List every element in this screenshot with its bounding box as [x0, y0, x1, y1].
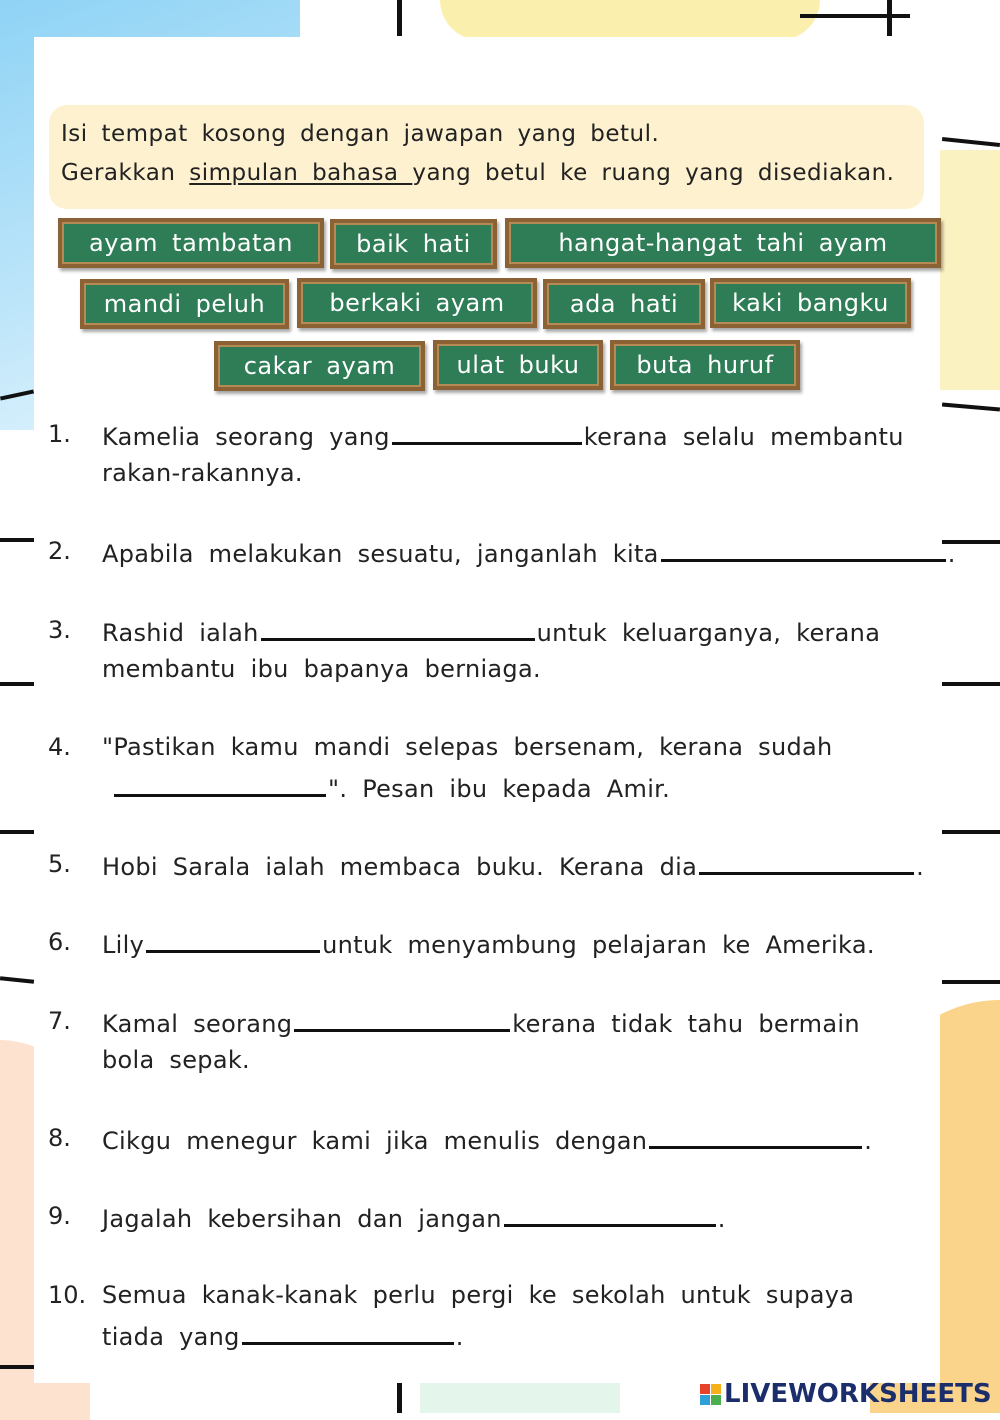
question-number: 3. [48, 616, 71, 644]
question-1 [102, 414, 904, 457]
answer-blank-4[interactable] [114, 766, 326, 797]
question-number: 1. [48, 420, 71, 448]
background-mint-shape [420, 1380, 620, 1413]
question-number: 10. [48, 1281, 87, 1309]
question-text: Rashid ialah [102, 619, 259, 647]
question-text: . [864, 1127, 873, 1155]
word-chip-buta-huruf[interactable]: buta huruf [610, 340, 800, 390]
question-text: . [916, 853, 925, 881]
decor-line [0, 1365, 34, 1369]
question-text: Kamelia seorang yang [102, 423, 390, 451]
word-chip-hangat-hangat-tahi-ayam[interactable]: hangat-hangat tahi ayam [505, 218, 941, 268]
question-text: Hobi Sarala ialah membaca buku. Kerana dia [102, 853, 698, 881]
word-chip-cakar-ayam[interactable]: cakar ayam [214, 341, 425, 391]
question-text: tiada yang [102, 1323, 240, 1351]
question-4: "Pastikan kamu mandi selepas bersenam, kerana sudah [102, 733, 833, 761]
decor-line [942, 402, 1000, 411]
question-text: Kamal seorang [102, 1010, 293, 1038]
word-chip-berkaki-ayam[interactable]: berkaki ayam [297, 278, 537, 328]
decor-line [800, 14, 910, 18]
question-text: . [717, 1205, 726, 1233]
question-text: . [947, 540, 956, 568]
question-9 [102, 1196, 726, 1239]
question-10: Semua kanak-kanak perlu pergi ke sekolah untuk supaya [102, 1281, 855, 1309]
question-7 [102, 1001, 860, 1044]
answer-blank-10[interactable] [242, 1314, 454, 1345]
question-number: 2. [48, 537, 71, 565]
question-number: 6. [48, 928, 71, 956]
question-3 [102, 610, 880, 653]
question-number: 7. [48, 1007, 71, 1035]
word-chip-ada-hati[interactable]: ada hati [543, 279, 705, 329]
question-text: untuk keluarganya, kerana [536, 619, 881, 647]
word-chip-ulat-buku[interactable]: ulat buku [433, 340, 603, 390]
answer-blank-5[interactable] [699, 844, 914, 875]
decor-line [0, 976, 34, 984]
word-chip-kaki-bangku[interactable]: kaki bangku [710, 278, 911, 328]
question-5 [102, 844, 924, 887]
decor-line [0, 830, 34, 834]
answer-blank-8[interactable] [649, 1118, 862, 1149]
answer-blank-7[interactable] [294, 1001, 510, 1032]
instruction-underlined-term: simpulan bahasa [189, 160, 413, 186]
decor-line [0, 682, 34, 686]
liveworksheets-logo-icon [700, 1384, 721, 1405]
question-6 [102, 922, 875, 965]
question-text: Cikgu menegur kami jika menulis dengan [102, 1127, 648, 1155]
instruction-line-2 [61, 154, 912, 193]
word-chip-baik-hati[interactable]: baik hati [330, 219, 497, 269]
answer-blank-3[interactable] [261, 610, 535, 641]
question-text: Jagalah kebersihan dan jangan [102, 1205, 502, 1233]
question-10-line-2 [102, 1314, 464, 1357]
question-1-line-2: rakan-rakannya. [102, 459, 303, 487]
decor-line [942, 980, 1000, 984]
question-text: untuk menyambung pelajaran ke Amerika. [322, 931, 875, 959]
question-4-line-2 [112, 766, 670, 809]
question-2 [102, 531, 956, 574]
decor-line [397, 0, 402, 36]
decor-line [887, 0, 892, 36]
question-number: 8. [48, 1124, 71, 1152]
answer-blank-2[interactable] [661, 531, 946, 562]
instruction-text: yang betul ke ruang yang disediakan. [412, 160, 895, 186]
question-7-line-2: bola sepak. [102, 1046, 250, 1074]
word-chip-ayam-tambatan[interactable]: ayam tambatan [58, 218, 324, 268]
answer-blank-6[interactable] [146, 922, 320, 953]
decor-line [942, 137, 1000, 147]
question-number: 4. [48, 733, 71, 761]
question-text: Lily [102, 931, 145, 959]
background-yellow-side-shape [930, 150, 1000, 390]
instruction-line-1: Isi tempat kosong dengan jawapan yang betul. [61, 121, 660, 147]
question-text: ". Pesan ibu kepada Amir. [328, 775, 671, 803]
word-chip-mandi-peluh[interactable]: mandi peluh [80, 279, 289, 329]
decor-line [942, 830, 1000, 834]
instruction-text: Gerakkan [61, 160, 190, 186]
question-3-line-2: membantu ibu bapanya berniaga. [102, 655, 541, 683]
logo-text: LIVEWORKSHEETS [724, 1379, 992, 1409]
question-text: . [455, 1323, 464, 1351]
background-yellow-shape [440, 0, 820, 40]
question-text: Apabila melakukan sesuatu, janganlah kita [102, 540, 659, 568]
instruction-box [49, 105, 924, 209]
liveworksheets-logo[interactable] [700, 1377, 992, 1411]
question-number: 5. [48, 850, 71, 878]
decor-line [397, 1383, 402, 1413]
answer-blank-9[interactable] [504, 1196, 716, 1227]
decor-line [942, 682, 1000, 686]
answer-blank-1[interactable] [392, 414, 582, 445]
question-8 [102, 1118, 872, 1161]
question-number: 9. [48, 1202, 71, 1230]
question-text: kerana tidak tahu bermain [512, 1010, 860, 1038]
question-text: kerana selalu membantu [583, 423, 904, 451]
decor-line [0, 538, 34, 542]
